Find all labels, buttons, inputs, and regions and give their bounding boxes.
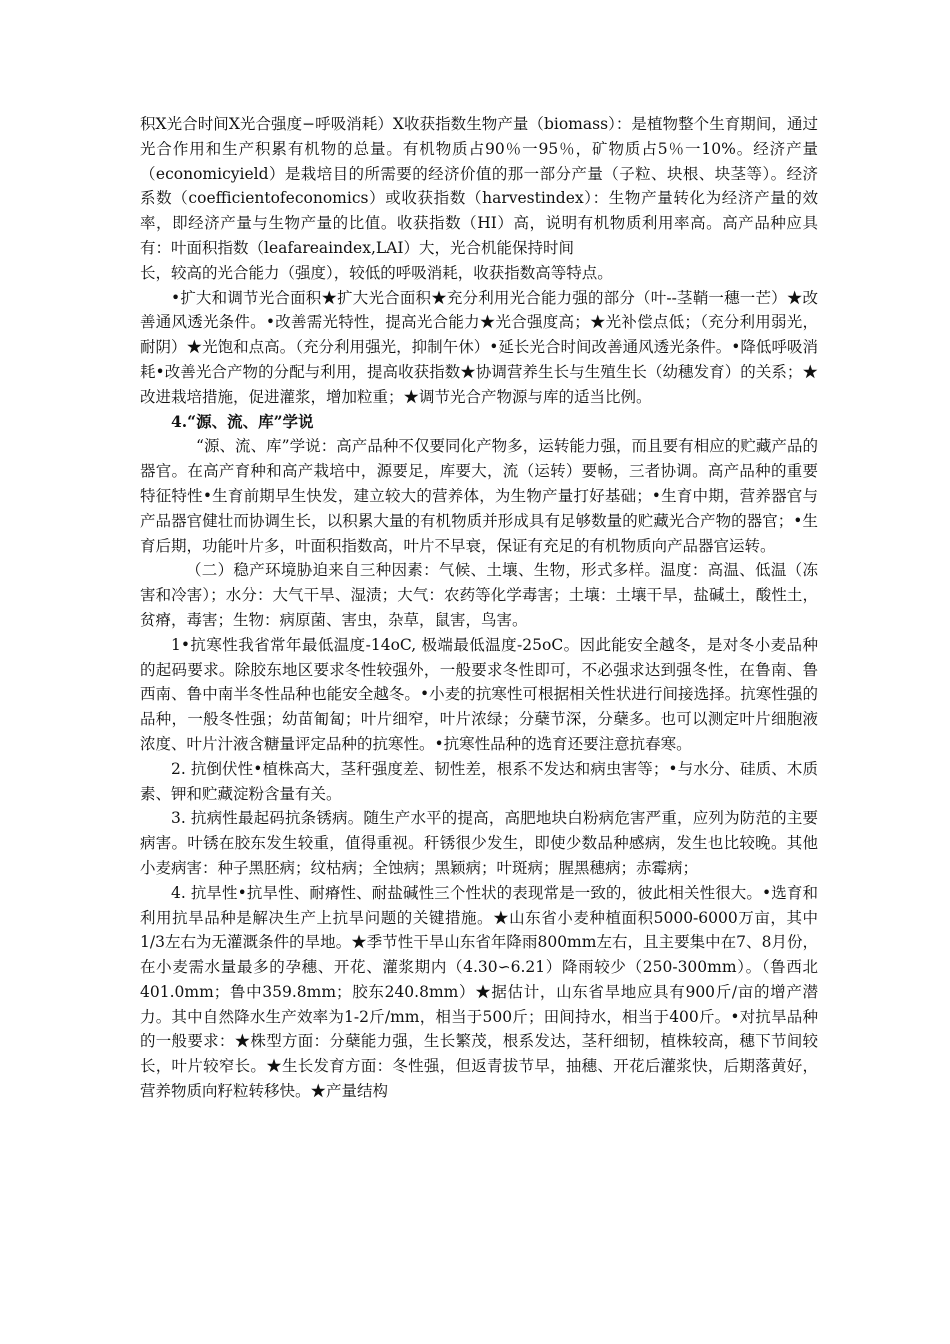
paragraph-high-yield-traits: 长，较高的光合能力（强度），较低的呼吸消耗，收获指数高等特点。 — [140, 263, 613, 282]
paragraph-cold-resistance: 1•抗寒性我省常年最低温度-14oC, 极端最低温度-25oC。因此能安全越冬，是对冬小麦品种的起码要求。除胶东地区要求冬性较强外，一般要求冬性即可，不必强求达到强冬性，在鲁南、鲁西南、鲁中南半冬性品种也能安全越冬。•小麦的抗寒性可根据相关性状进行间接选择。抗寒性强的品种，一般冬性强；幼苗匍匐；叶片细窄，叶片浓绿；分蘖节深，分蘖多。也可以测定叶片细胞液浓度、叶片汁液含糖量评定品种的抗寒性。•抗寒性品种的选育还要注意抗春寒。 — [140, 635, 818, 753]
paragraph-drought-resistance: 4. 抗旱性•抗旱性、耐瘠性、耐盐碱性三个性状的表现常是一致的，彼此相关性很大。•选育和利用抗旱品种是解决生产上抗旱问题的关键措施。★山东省小麦种植面积5000-6000万亩，其中1/3左右为无灌溉条件的旱地。★季节性干旱山东省年降雨800mm左右，且主要集中在7、8月份，在小麦需水量最多的孕穗、开花、灌浆期内（4.30∽6.21）降雨较少（250-300mm）。（鲁西北401.0mm；鲁中359.8mm；胶东240.8mm）★据估计，山东省旱地应具有900斤/亩的增产潜力。其中自然降水生产效率为1-2斤/mm，相当于500斤；田间持水，相当于400斤。•对抗旱品种的一般要求：★株型方面：分蘖能力强，生长繁茂，根系发达，茎秆细韧，植株较高，穗下节间较长，叶片较窄长。★生长发育方面：冬性强，但返青拔节早，抽穗、开花后灌浆快，后期落黄好，营养物质向籽粒转移快。★产量结构 — [140, 883, 818, 1101]
section-heading-source-flow-sink: 4.“源、流、库”学说 — [171, 411, 314, 431]
paragraph-lodging-resistance: 2. 抗倒伏性•植株高大，茎秆强度差、韧性差，根系不发达和病虫害等；•与水分、硅质、木质素、钾和贮藏淀粉含量有关。 — [140, 759, 818, 803]
document-page — [140, 112, 818, 1104]
paragraph-source-flow-sink: “源、流、库”学说：高产品种不仅要同化产物多，运转能力强，而且要有相应的贮藏产品的器官。在高产育种和高产栽培中，源要足，库要大，流（运转）要畅，三者协调。高产品种的重要特征特性•生育前期早生快发，建立较大的营养体，为生物产量打好基础；•生育中期，营养器官与产品器官健壮而协调生长，以积累大量的有机物质并形成具有足够数量的贮藏光合产物的器官；•生育后期，功能叶片多，叶面积指数高，叶片不早衰，保证有充足的有机物质向产品器官运转。 — [140, 437, 818, 555]
paragraph-biomass: 积Ⅹ光合时间Ⅹ光合强度−呼吸消耗）Ⅹ收获指数生物产量（biomass）：是植物整个生育期间，通过光合作用和生产积累有机物的总量。有机物质占90％一95％，矿物质占5％一10%。经济产量（economicyield）是栽培目的所需要的经济价值的那一部分产量（子粒、块根、块茎等）。经济系数（coefficientofeconomics）或收获指数（harvestindex）：生物产量转化为经济产量的效率，即经济产量与生物产量的比值。收获指数（HI）高，说明有机物质利用率高。高产品种应具有：叶面积指数（leafareaindex,LAI）大，光合机能保持时间 — [140, 115, 818, 257]
paragraph-disease-resistance: 3. 抗病性最起码抗条锈病。随生产水平的提高，高肥地块白粉病危害严重，应列为防范的主要病害。叶锈在胶东发生较重，值得重视。秆锈很少发生，即使少数品种感病，发生也比较晚。其他小麦病害：种子黑胚病；纹枯病；全蚀病；黑颖病；叶斑病；腥黑穗病；赤霉病； — [140, 809, 818, 877]
paragraph-stable-yield: （二）稳产环境胁迫来自三种因素：气候、土壤、生物，形式多样。温度：高温、低温（冻害和冷害）；水分：大气干旱、湿渍；大气：农药等化学毒害；土壤：土壤干旱，盐碱土，酸性土，贫瘠，毒害；生物：病原菌、害虫，杂草，鼠害，鸟害。 — [140, 561, 818, 629]
paragraph-photosynthesis-measures: •扩大和调节光合面积★扩大光合面积★充分利用光合能力强的部分（叶--茎鞘一穗一芒）★改善通风透光条件。•改善需光特性，提高光合能力★光合强度高；★光补偿点低；（充分利用弱光，耐阴）★光饱和点高。（充分利用强光，抑制午休）•延长光合时间改善通风透光条件。•降低呼吸消耗•改善光合产物的分配与利用，提高收获指数★协调营养生长与生殖生长（幼穗发育）的关系；★改进栽培措施，促进灌浆，增加粒重；★调节光合产物源与库的适当比例。 — [140, 288, 818, 406]
